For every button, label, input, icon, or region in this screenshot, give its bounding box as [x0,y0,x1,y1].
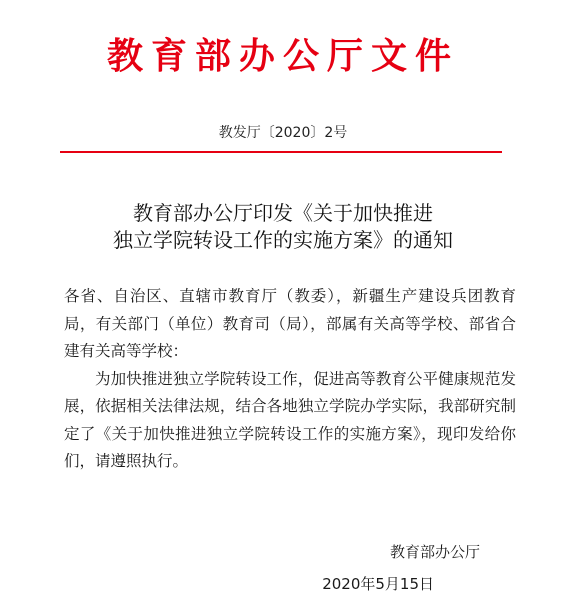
addressee-paragraph: 各省、自治区、直辖市教育厅（教委），新疆生产建设兵团教育局，有关部门（单位）教育司（局），部属有关高等学校、部省合建有关高等学校： [64,287,516,360]
document-body [64,283,516,476]
document-title [0,200,566,254]
document-number: 教发厅〔2020〕2号 [218,125,348,141]
red-divider-line [60,151,502,153]
issuer-signature: 教育部办公厅 [389,543,480,561]
document-masthead: 教育部办公厅文件 [106,35,459,77]
issue-date: 2020年5月15日 [322,575,434,593]
main-paragraph: 为加快推进独立学院转设工作，促进高等教育公平健康规范发展，依据相关法律法规，结合各地独立学院办学实际，我部研究制定了《关于加快推进独立学院转设工作的实施方案》，现印发给你们，请遵照执行。 [64,369,516,470]
title-line-2: 独立学院转设工作的实施方案》的通知 [113,228,453,252]
title-line-1: 教育部办公厅印发《关于加快推进 [133,201,433,225]
